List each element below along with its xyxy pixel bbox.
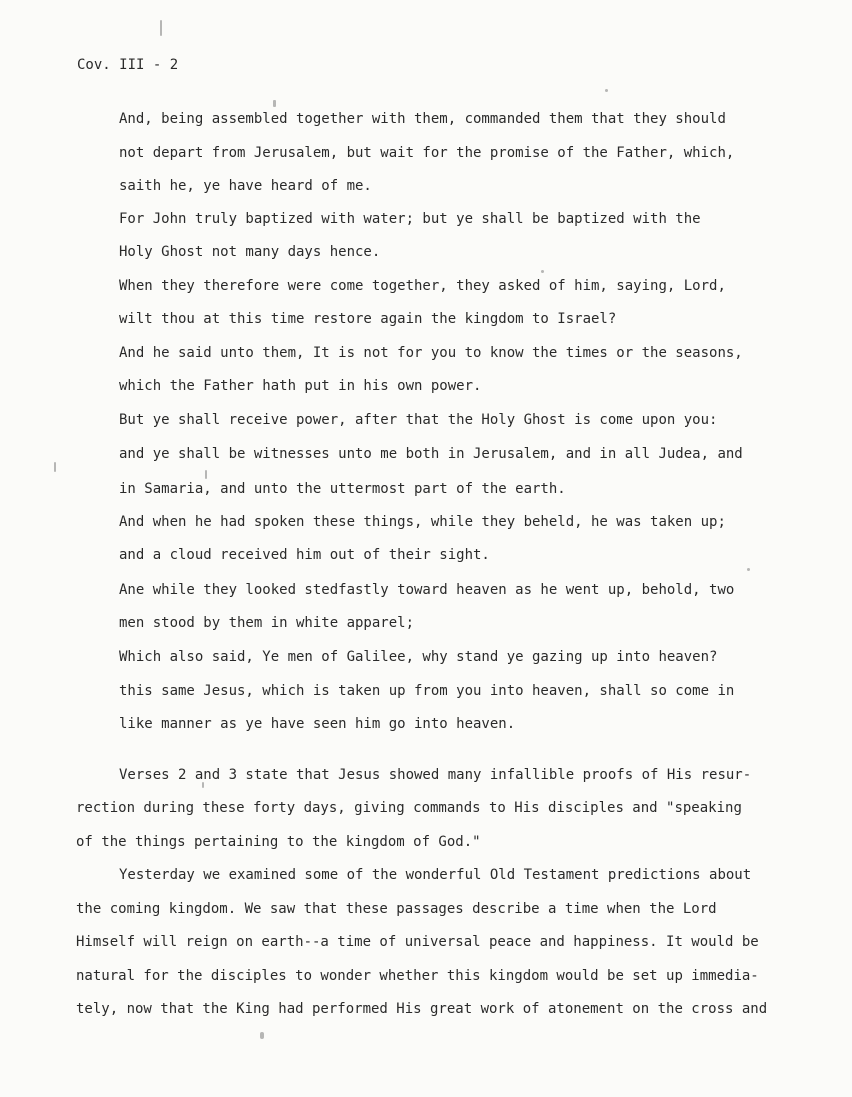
scan-speck <box>747 568 750 571</box>
quote-line: wilt thou at this time restore again the kingdom to Israel? <box>119 311 617 327</box>
quote-line: For John truly baptized with water; but ye shall be baptized with the <box>119 211 701 227</box>
scan-speck <box>541 270 544 273</box>
quote-line: And he said unto them, It is not for you to know the times or the seasons, <box>119 345 743 361</box>
scan-speck <box>205 470 207 479</box>
paragraph-line: Himself will reign on earth--a time of universal peace and happiness. It would be <box>76 934 759 950</box>
paragraph-line: Yesterday we examined some of the wonderful Old Testament predictions about <box>119 867 752 883</box>
quote-line: not depart from Jerusalem, but wait for the promise of the Father, which, <box>119 145 735 161</box>
paragraph-line: of the things pertaining to the kingdom of God." <box>76 834 481 850</box>
scan-speck <box>160 20 162 36</box>
quote-line: And, being assembled together with them, commanded them that they should <box>119 111 726 127</box>
scan-speck <box>605 89 608 92</box>
paragraph-line: the coming kingdom. We saw that these passages describe a time when the Lord <box>76 901 717 917</box>
quote-line: like manner as ye have seen him go into heaven. <box>119 716 516 732</box>
quote-line: When they therefore were come together, they asked of him, saying, Lord, <box>119 278 726 294</box>
quote-line: this same Jesus, which is taken up from you into heaven, shall so come in <box>119 683 735 699</box>
scan-speck <box>260 1032 264 1039</box>
quote-line: which the Father hath put in his own power. <box>119 378 482 394</box>
quote-line: Ane while they looked stedfastly toward heaven as he went up, behold, two <box>119 582 735 598</box>
quote-line: Which also said, Ye men of Galilee, why stand ye gazing up into heaven? <box>119 649 718 665</box>
quote-line: And when he had spoken these things, while they beheld, he was taken up; <box>119 514 726 530</box>
quote-line: saith he, ye have heard of me. <box>119 178 372 194</box>
quote-line: in Samaria, and unto the uttermost part of the earth. <box>119 481 566 497</box>
paragraph-line: Verses 2 and 3 state that Jesus showed many infallible proofs of His resur- <box>119 767 752 783</box>
quote-line: Holy Ghost not many days hence. <box>119 244 381 260</box>
quote-line: men stood by them in white apparel; <box>119 615 415 631</box>
page-header: Cov. III - 2 <box>77 57 179 73</box>
paragraph-line: tely, now that the King had performed His great work of atonement on the cross and <box>76 1001 768 1017</box>
paragraph-line: rection during these forty days, giving commands to His disciples and "speaking <box>76 800 742 816</box>
paragraph-line: natural for the disciples to wonder whether this kingdom would be set up immedia- <box>76 968 759 984</box>
quote-line: But ye shall receive power, after that the Holy Ghost is come upon you: <box>119 412 718 428</box>
quote-line: and a cloud received him out of their sight. <box>119 547 490 563</box>
scan-speck <box>273 100 276 107</box>
scan-speck <box>54 462 56 472</box>
quote-line: and ye shall be witnesses unto me both in Jerusalem, and in all Judea, and <box>119 446 743 462</box>
